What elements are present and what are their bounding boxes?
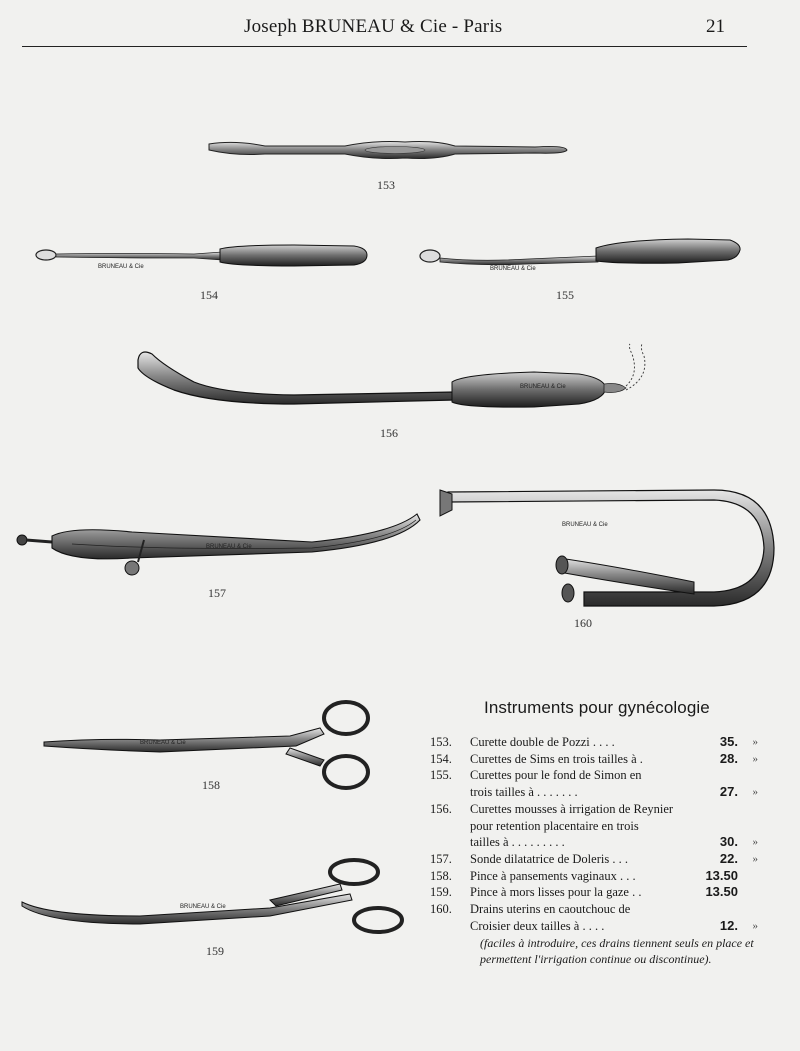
- item-description-line: pour retention placentaire en trois: [470, 818, 639, 833]
- figure-154-engraving: BRUNEAU & Cie: [98, 264, 144, 270]
- figure-157-label: 157: [208, 586, 226, 600]
- price-list: [430, 734, 770, 967]
- item-number: 160.: [430, 902, 452, 917]
- item-price: 13.50: [705, 867, 738, 883]
- item-price: 12.: [719, 917, 738, 933]
- item-price-unit: »: [752, 736, 758, 748]
- drain-note: (faciles à introduire, ces drains tiennent seuls en place et permettent l'irrigation continue ou discontinue).: [480, 936, 754, 966]
- price-list-item: [430, 884, 770, 901]
- item-description-line: Curette double de Pozzi . . . .: [470, 735, 615, 749]
- item-number: 153.: [430, 735, 452, 749]
- item-description-line: tailles à . . . . . . . . .: [470, 835, 565, 850]
- item-number: 158.: [430, 868, 452, 883]
- section-heading: Instruments pour gynécologie: [484, 698, 710, 717]
- figure-157: [12, 510, 422, 600]
- item-price-unit: »: [752, 919, 758, 932]
- item-price: 27.: [719, 784, 738, 800]
- item-price: 35.: [719, 734, 738, 749]
- item-price: 28.: [719, 750, 738, 766]
- header-rule: [22, 46, 747, 47]
- figure-154: [34, 240, 369, 302]
- price-list-item: [430, 751, 770, 768]
- price-list-item: [430, 901, 770, 934]
- figure-153-illustration: [205, 136, 575, 166]
- figure-156-illustration: [134, 344, 664, 428]
- item-price: 22.: [719, 850, 738, 866]
- item-price: 13.50: [705, 884, 738, 900]
- price-list-item: [430, 767, 770, 800]
- figure-160-illustration: [434, 486, 770, 608]
- item-description-line: Curettes de Sims en trois tailles à .: [470, 751, 643, 766]
- figure-157-illustration: [12, 510, 422, 580]
- figure-159-label: 159: [206, 944, 224, 958]
- figure-159-engraving: BRUNEAU & Cie: [180, 904, 226, 910]
- figure-158-label: 158: [202, 778, 220, 792]
- item-price-unit: »: [752, 852, 758, 865]
- item-description-line: Pince à mors lisses pour la gaze . .: [470, 885, 642, 900]
- page-header-title: Joseph BRUNEAU & Cie - Paris: [244, 16, 503, 37]
- item-description-line: Sonde dilatatrice de Doleris . . .: [470, 851, 628, 866]
- figure-155: [418, 236, 748, 302]
- figure-158: [40, 698, 380, 798]
- figure-156-label: 156: [380, 426, 398, 440]
- figure-153: [205, 136, 575, 192]
- figure-154-illustration: [34, 240, 369, 272]
- figure-155-illustration: [418, 236, 748, 272]
- item-price-unit: »: [752, 752, 758, 765]
- item-number: 154.: [430, 751, 452, 766]
- item-description-line: Curettes pour le fond de Simon en: [470, 768, 642, 783]
- item-number: 155.: [430, 768, 452, 783]
- item-description-line: Curettes mousses à irrigation de Reynier: [470, 801, 674, 816]
- figure-158-engraving: BRUNEAU & Cie: [140, 740, 186, 746]
- item-number: 159.: [430, 885, 452, 900]
- item-price-unit: »: [752, 836, 758, 849]
- item-description-line: Croisier deux tailles à . . . .: [470, 918, 605, 933]
- page-number: 21: [706, 16, 725, 37]
- price-list-item: [430, 851, 770, 868]
- figure-160: [434, 486, 770, 630]
- figure-160-label: 160: [574, 616, 592, 630]
- figure-160-engraving: BRUNEAU & Cie: [562, 522, 608, 528]
- item-price-unit: »: [752, 786, 758, 799]
- item-number: 156.: [430, 801, 452, 816]
- item-description-line: Drains uterins en caoutchouc de: [470, 902, 631, 917]
- figure-156-engraving: BRUNEAU & Cie: [520, 384, 566, 390]
- figure-153-label: 153: [377, 178, 395, 192]
- item-price: 30.: [719, 834, 738, 850]
- item-number: 157.: [430, 851, 452, 866]
- figure-155-engraving: BRUNEAU & Cie: [490, 266, 536, 272]
- figure-154-label: 154: [200, 288, 218, 302]
- price-list-item: [430, 734, 770, 751]
- item-description-line: trois tailles à . . . . . . .: [470, 785, 578, 800]
- price-list-item: [430, 868, 770, 885]
- figure-156: [134, 344, 664, 440]
- figure-157-engraving: BRUNEAU & Cie: [206, 544, 252, 550]
- price-list-item: [430, 801, 770, 851]
- figure-155-label: 155: [556, 288, 574, 302]
- figure-159: [20, 854, 410, 964]
- item-description-line: Pince à pansements vaginaux . . .: [470, 868, 636, 883]
